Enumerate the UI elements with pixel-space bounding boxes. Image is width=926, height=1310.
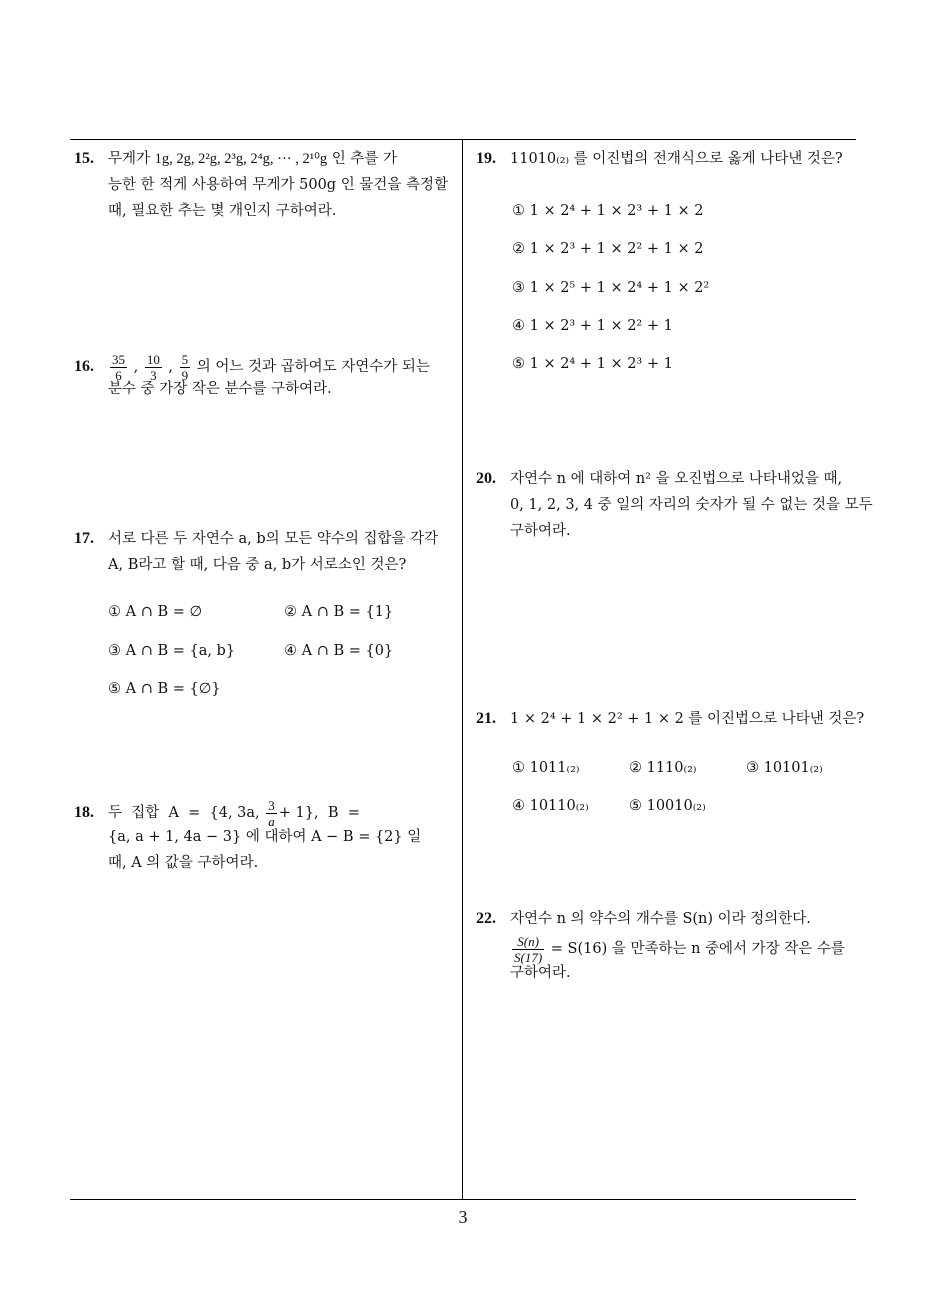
choice-5[interactable]: ⑤ A ∩ B = {∅}	[108, 681, 221, 697]
problem-text: 구하여라.	[510, 523, 571, 539]
problem-text: 능한 한 적게 사용하여 무게가 500g 인 물건을 측정할	[108, 177, 448, 193]
problem-17	[74, 526, 458, 578]
choice-1[interactable]: ① 1011₍₂₎	[512, 760, 580, 776]
problem-number: 22.	[476, 910, 496, 927]
problem-16: 16. $\frac{35}{6}$ , $\frac{10}{3}$ , $\frac{5}{9}$ 의 어느 것과 곱하여도 자연수가 되는 분수 중 가장 작은 분수를 구하여라.	[74, 350, 458, 402]
problem-text: 인 추를 가	[327, 151, 398, 167]
problem-text: A, B라고 할 때, 다음 중 a, b가 서로소인 것은?	[108, 557, 407, 573]
choice-2[interactable]: ② 1 × 2³ + 1 × 2² + 1 × 2	[512, 241, 704, 257]
choice-2[interactable]: ② 1110₍₂₎	[629, 760, 697, 776]
problem-text: 11010₍₂₎ 를 이진법의 전개식으로 옳게 나타낸 것은?	[510, 151, 843, 167]
choice-3[interactable]: ③ A ∩ B = {a, b}	[108, 643, 236, 659]
choice-1[interactable]: ① A ∩ B = ∅	[108, 604, 203, 620]
problem-text: = S(16) 을 만족하는 n 중에서 가장 작은 수를	[550, 941, 845, 957]
problem-number: 15.	[74, 150, 94, 167]
problem-text: 0, 1, 2, 3, 4 중 일의 자리의 숫자가 될 수 없는 것을 모두	[510, 497, 873, 513]
choice-3[interactable]: ③ 1 × 2⁵ + 1 × 2⁴ + 1 × 2²	[512, 280, 710, 296]
problem-number: 17.	[74, 530, 94, 547]
problem-number: 18.	[74, 804, 94, 821]
fraction: $\frac{35}{6}$	[112, 351, 125, 383]
fraction: $\frac{5}{9}$	[181, 351, 189, 383]
bottom-rule	[70, 1199, 856, 1200]
problem-21	[476, 706, 865, 732]
page-number: 3	[458, 1207, 468, 1227]
problem-text: 때, A 의 값을 구하여라.	[108, 855, 259, 871]
problem-text: 자연수 n 에 대하여 n² 을 오진법으로 나타내었을 때,	[510, 471, 843, 487]
problem-15	[74, 146, 458, 224]
choice-1[interactable]: ① 1 × 2⁴ + 1 × 2³ + 1 × 2	[512, 203, 704, 219]
problem-text: 때, 필요한 추는 몇 개인지 구하여라.	[108, 203, 337, 219]
problem-18	[74, 796, 458, 876]
choice-5[interactable]: ⑤ 10010₍₂₎	[629, 798, 706, 814]
problem-text: 무게가	[108, 151, 155, 167]
weights-list: 1g, 2g, 2²g, 2³g, 2⁴g, ··· , 2¹⁰g	[154, 151, 328, 167]
choice-4[interactable]: ④ 1 × 2³ + 1 × 2² + 1	[512, 318, 673, 334]
top-rule	[70, 139, 856, 140]
problem-text: {a, a + 1, 4a − 3} 에 대하여 A − B = {2} 일	[108, 829, 422, 845]
problem-text: 1 × 2⁴ + 1 × 2² + 1 × 2 를 이진법으로 나타낸 것은?	[510, 711, 865, 727]
problem-text: 두 집합 A = {4, 3a,	[108, 805, 260, 821]
choice-2[interactable]: ② A ∩ B = {1}	[284, 604, 394, 620]
problem-20	[476, 466, 873, 544]
problem-text: 분수 중 가장 작은 분수를 구하여라.	[108, 381, 332, 397]
fraction: $\frac{S(n)}{S(17)}$	[514, 933, 543, 965]
problem-number: 20.	[476, 470, 496, 487]
choice-3[interactable]: ③ 10101₍₂₎	[746, 760, 823, 776]
problem-text: 의 어느 것과 곱하여도 자연수가 되는	[196, 359, 430, 375]
problem-text: 구하여라.	[510, 965, 571, 981]
column-divider	[462, 139, 463, 1200]
fraction: $\frac{3}{a}$	[268, 797, 275, 829]
problem-number: 16.	[74, 358, 94, 375]
problem-number: 19.	[476, 150, 496, 167]
problem-text: 자연수 n 의 약수의 개수를 S(n) 이라 정의한다.	[510, 911, 811, 927]
problem-19	[476, 146, 860, 172]
problem-text: 서로 다른 두 자연수 a, b의 모든 약수의 집합을 각각	[108, 531, 439, 547]
choice-5[interactable]: ⑤ 1 × 2⁴ + 1 × 2³ + 1	[512, 356, 673, 372]
problem-22	[476, 906, 860, 986]
choice-4[interactable]: ④ 10110₍₂₎	[512, 798, 589, 814]
choice-4[interactable]: ④ A ∩ B = {0}	[284, 643, 394, 659]
fraction: $\frac{10}{3}$	[146, 351, 160, 383]
problem-text: + 1}, B =	[278, 805, 360, 821]
problem-number: 21.	[476, 710, 496, 727]
